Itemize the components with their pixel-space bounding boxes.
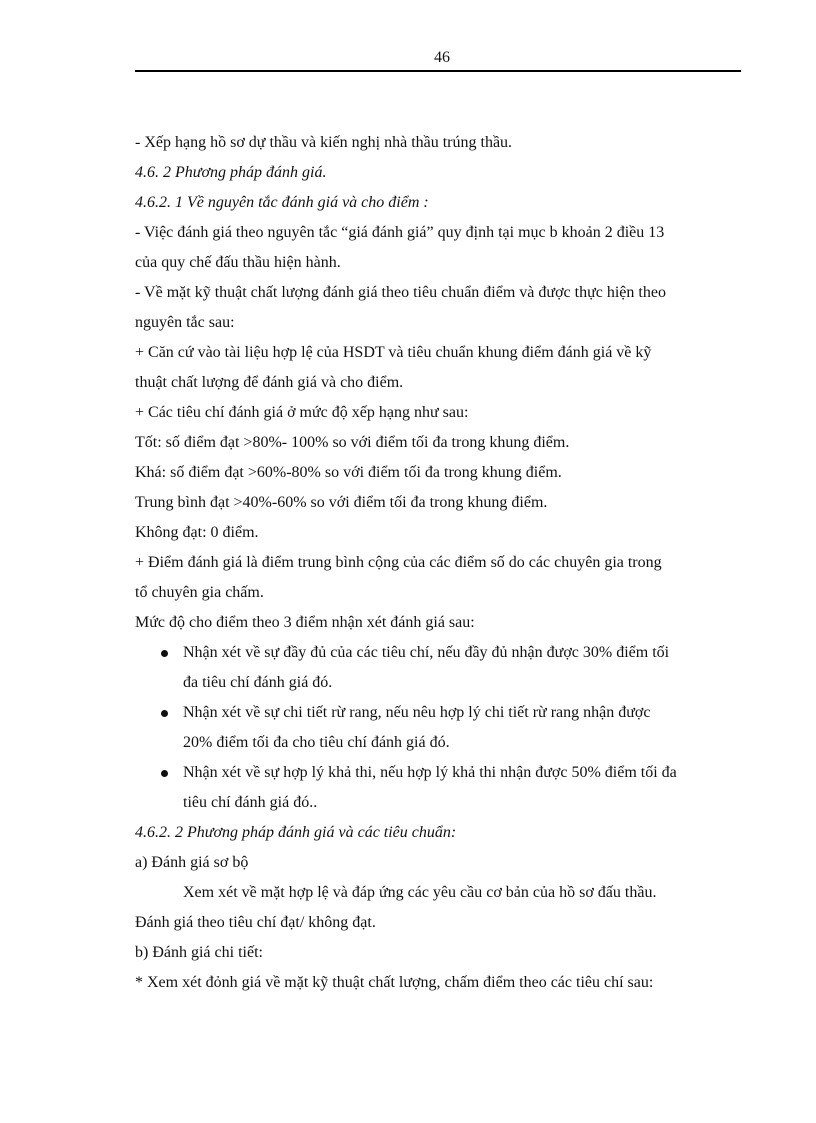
bullet-icon [161,770,168,777]
header-rule [135,70,741,72]
page-number: 46 [434,49,450,66]
bullet-item-text: Nhận xét về sự đầy đủ của các tiêu chí, nếu đầy đủ nhận được 30% điểm tối [183,644,670,661]
subsection-heading-4-6-2-1: 4.6.2. 1 Về nguyên tắc đánh giá và cho điểm : [135,194,429,211]
paragraph-line: + Điểm đánh giá là điểm trung bình cộng của các điểm số do các chuyên gia trong [135,554,662,571]
bullet-item-detail [135,698,741,728]
bullet-icon [161,650,168,657]
paragraph-line: + Căn cứ vào tài liệu hợp lệ của HSDT và tiêu chuẩn khung điểm đánh giá về kỹ [135,344,652,361]
paragraph-line: a) Đánh giá sơ bộ [135,854,249,871]
paragraph-line: thuật chất lượng để đánh giá và cho điểm. [135,374,404,391]
paragraph-line: Xem xét về mặt hợp lệ và đáp ứng các yêu cầu cơ bản của hồ sơ đấu thầu. [183,884,657,901]
bullet-item-continuation: tiêu chí đánh giá đó.. [183,794,318,811]
subsection-heading-4-6-2-2: 4.6.2. 2 Phương pháp đánh giá và các tiêu chuẩn: [135,824,457,841]
bullet-item-continuation: đa tiêu chí đánh giá đó. [183,674,333,691]
bullet-item-text: Nhận xét về sự hợp lý khả thi, nếu hợp lý khả thi nhận được 50% điểm tối đa [183,764,677,781]
paragraph-line: * Xem xét đỏnh giá về mặt kỹ thuật chất lượng, chấm điểm theo các tiêu chí sau: [135,974,654,991]
rating-good-line: Tốt: số điểm đạt >80%- 100% so với điểm tối đa trong khung điểm. [135,434,570,451]
rating-fair-line: Khá: số điểm đạt >60%-80% so với điểm tối đa trong khung điểm. [135,464,562,481]
paragraph-line: b) Đánh giá chi tiết: [135,944,263,961]
bullet-item-text: Nhận xét về sự chi tiết rừ rang, nếu nêu hợp lý chi tiết rừ rang nhận được [183,704,651,721]
paragraph-line: + Các tiêu chí đánh giá ở mức độ xếp hạng như sau: [135,404,469,421]
document-body [135,128,741,998]
paragraph-line: - Về mặt kỹ thuật chất lượng đánh giá theo tiêu chuẩn điểm và được thực hiện theo [135,284,666,301]
paragraph-line: Mức độ cho điểm theo 3 điểm nhận xét đánh giá sau: [135,614,475,631]
bullet-item-continuation: 20% điểm tối đa cho tiêu chí đánh giá đó. [183,734,450,751]
rating-fail-line: Không đạt: 0 điểm. [135,524,259,541]
ranking-line: - Xếp hạng hồ sơ dự thầu và kiến nghị nhà thầu trúng thầu. [135,134,513,151]
bullet-item-feasibility [135,758,741,788]
paragraph-line: - Việc đánh giá theo nguyên tắc “giá đánh giá” quy định tại mục b khoản 2 điều 13 [135,224,665,241]
paragraph-line: của quy chế đấu thầu hiện hành. [135,254,341,271]
paragraph-line: tổ chuyên gia chấm. [135,584,264,601]
paragraph-line: Đánh giá theo tiêu chí đạt/ không đạt. [135,914,376,931]
bullet-item-completeness [135,638,741,668]
paragraph-line: nguyên tắc sau: [135,314,235,331]
bullet-icon [161,710,168,717]
rating-average-line: Trung bình đạt >40%-60% so với điểm tối đa trong khung điểm. [135,494,548,511]
section-heading-4-6-2: 4.6. 2 Phương pháp đánh giá. [135,164,327,181]
